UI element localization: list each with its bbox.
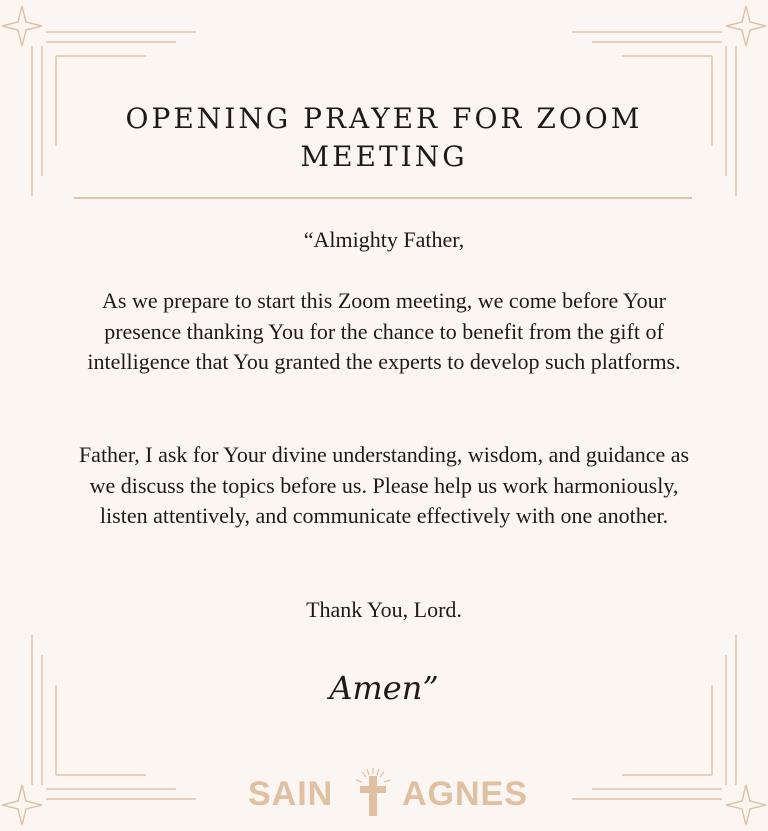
logo-text-left: SAIN: [248, 775, 334, 813]
logo-text-right: AGNES: [402, 775, 528, 813]
prayer-closing: Amen”: [329, 669, 439, 707]
prayer-paragraph-1: As we prepare to start this Zoom meeting, we come before Your presence thanking You for the chance to benefit from the gift of intelligence that You granted the experts to develop such platforms.: [87, 288, 681, 374]
corner-ornament-bottom-right: [572, 635, 766, 825]
prayer-thanks: Thank You, Lord.: [306, 597, 462, 622]
prayer-paragraph-2: Father, I ask for Your divine understanding, wisdom, and guidance as we discuss the topics before us. Please help us work harmoniously, listen attentively, and communicate effectively with one another.: [78, 442, 690, 528]
page-title: OPENING PRAYER FOR ZOOM MEETING: [125, 102, 643, 173]
title-divider: [74, 197, 692, 199]
cross-icon: [348, 764, 398, 820]
prayer-greeting: “Almighty Father,: [303, 227, 465, 252]
brand-logo: [234, 764, 534, 820]
corner-ornament-bottom-left: [2, 635, 196, 825]
